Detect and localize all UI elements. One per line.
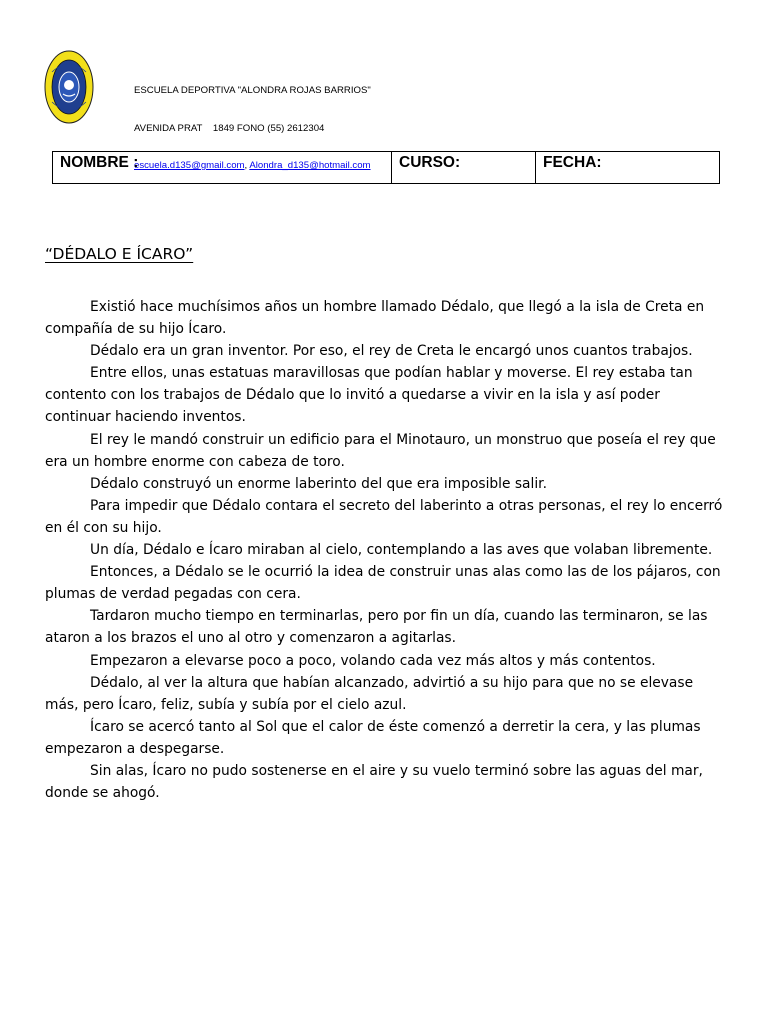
nombre-label: NOMBRE : [60,154,139,171]
story-title: “DÉDALO E ÍCARO” [45,245,194,263]
story-paragraph: Entre ellos, unas estatuas maravillosas que podían hablar y moverse. El rey estaba tan contento con los trabajos de Dédalo que lo invitó a quedarse a vivir en la isla y así poder continuar haciendo inventos. [45,365,693,426]
story-paragraph: Ícaro se acercó tanto al Sol que el calor de éste comenzó a derretir la cera, y las plumas empezaron a despegarse. [45,718,701,757]
curso-label: CURSO: [399,154,461,171]
school-crest-icon [44,50,94,124]
story-paragraph: Dédalo construyó un enorme laberinto del que era imposible salir. [90,475,547,492]
story-paragraph: Sin alas, Ícaro no pudo sostenerse en el aire y su vuelo terminó sobre las aguas del mar, donde se ahogó. [45,762,703,802]
student-info-table [52,151,720,184]
story-paragraph: Para impedir que Dédalo contara el secreto del laberinto a otras personas, el rey lo encerró en él con su hijo. [45,497,723,536]
fecha-label: FECHA: [543,154,602,171]
curso-field[interactable] [392,152,536,183]
school-name: ESCUELA DEPORTIVA "ALONDRA ROJAS BARRIOS" [134,85,371,96]
email-link-hotmail[interactable]: Alondra_d135@hotmail.com [249,160,371,171]
story-paragraph: Tardaron mucho tiempo en terminarlas, pero por fin un día, cuando las terminaron, se las ataron a los brazos el uno al otro y comenzaron a agitarlas. [45,608,708,647]
school-address: AVENIDA PRAT 1849 FONO (55) 2612304 [134,122,325,134]
story-paragraph: Entonces, a Dédalo se le ocurrió la idea de construir unas alas como las de los pájaros, con plumas de verdad pegadas con cera. [45,564,721,603]
story-paragraph: El rey le mandó construir un edificio para el Minotauro, un monstruo que poseía el rey que era un hombre enorme con cabeza de toro. [45,431,716,470]
fecha-field[interactable] [536,152,719,183]
story-paragraph: Un día, Dédalo e Ícaro miraban al cielo, contemplando a las aves que volaban libremente. [90,542,713,559]
story-paragraph: Empezaron a elevarse poco a poco, volando cada vez más altos y más contentos. [90,652,656,669]
nombre-field[interactable] [53,152,392,183]
email-link-gmail[interactable]: escuela.d135@gmail.com [134,160,245,171]
email-separator: , [244,160,250,171]
story-body [45,296,725,804]
story-paragraph: Existió hace muchísimos años un hombre llamado Dédalo, que llegó a la isla de Creta en compañía de su hijo Ícaro. [45,299,705,338]
story-paragraph: Dédalo, al ver la altura que habían alcanzado, advirtió a su hijo para que no se elevase más, pero Ícaro, feliz, subía y subía por el cielo azul. [45,674,694,713]
story-paragraph: Dédalo era un gran inventor. Por eso, el rey de Creta le encargó unos cuantos trabajos. [90,343,693,360]
